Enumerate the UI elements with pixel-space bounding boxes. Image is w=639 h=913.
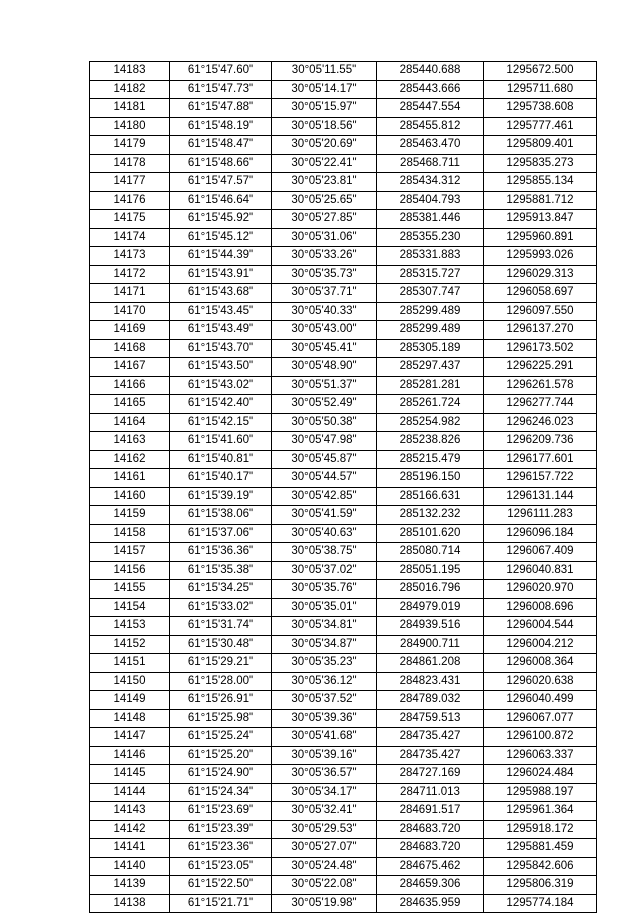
latitude-cell: 61°15'22.50" bbox=[170, 876, 272, 895]
longitude-cell: 30°05'29.53" bbox=[272, 820, 377, 839]
table-row bbox=[90, 691, 597, 710]
y-coordinate-cell: 1296040.499 bbox=[484, 691, 597, 710]
point-number-cell: 14156 bbox=[90, 561, 170, 580]
latitude-cell: 61°15'41.60" bbox=[170, 432, 272, 451]
latitude-cell: 61°15'28.00" bbox=[170, 672, 272, 691]
x-coordinate-cell: 284711.013 bbox=[377, 783, 484, 802]
y-coordinate-cell: 1296004.544 bbox=[484, 617, 597, 636]
x-coordinate-cell: 285447.554 bbox=[377, 99, 484, 118]
x-coordinate-cell: 285315.727 bbox=[377, 265, 484, 284]
x-coordinate-cell: 284635.959 bbox=[377, 894, 484, 913]
x-coordinate-cell: 285297.437 bbox=[377, 358, 484, 377]
y-coordinate-cell: 1296024.484 bbox=[484, 765, 597, 784]
x-coordinate-cell: 284900.711 bbox=[377, 635, 484, 654]
latitude-cell: 61°15'42.15" bbox=[170, 413, 272, 432]
y-coordinate-cell: 1295738.608 bbox=[484, 99, 597, 118]
y-coordinate-cell: 1296277.744 bbox=[484, 395, 597, 414]
point-number-cell: 14180 bbox=[90, 117, 170, 136]
latitude-cell: 61°15'45.92" bbox=[170, 210, 272, 229]
point-number-cell: 14164 bbox=[90, 413, 170, 432]
longitude-cell: 30°05'52.49" bbox=[272, 395, 377, 414]
table-row bbox=[90, 247, 597, 266]
longitude-cell: 30°05'41.68" bbox=[272, 728, 377, 747]
point-number-cell: 14167 bbox=[90, 358, 170, 377]
point-number-cell: 14147 bbox=[90, 728, 170, 747]
table-row bbox=[90, 80, 597, 99]
coordinate-table bbox=[89, 61, 597, 913]
point-number-cell: 14182 bbox=[90, 80, 170, 99]
y-coordinate-cell: 1295774.184 bbox=[484, 894, 597, 913]
table-row bbox=[90, 487, 597, 506]
table-row bbox=[90, 376, 597, 395]
latitude-cell: 61°15'36.36" bbox=[170, 543, 272, 562]
y-coordinate-cell: 1296173.502 bbox=[484, 339, 597, 358]
y-coordinate-cell: 1295711.680 bbox=[484, 80, 597, 99]
x-coordinate-cell: 285404.793 bbox=[377, 191, 484, 210]
longitude-cell: 30°05'50.38" bbox=[272, 413, 377, 432]
table-row bbox=[90, 543, 597, 562]
x-coordinate-cell: 284979.019 bbox=[377, 598, 484, 617]
y-coordinate-cell: 1296020.970 bbox=[484, 580, 597, 599]
table-row bbox=[90, 302, 597, 321]
point-number-cell: 14140 bbox=[90, 857, 170, 876]
point-number-cell: 14169 bbox=[90, 321, 170, 340]
x-coordinate-cell: 284861.208 bbox=[377, 654, 484, 673]
latitude-cell: 61°15'39.19" bbox=[170, 487, 272, 506]
longitude-cell: 30°05'34.81" bbox=[272, 617, 377, 636]
point-number-cell: 14143 bbox=[90, 802, 170, 821]
point-number-cell: 14148 bbox=[90, 709, 170, 728]
longitude-cell: 30°05'22.08" bbox=[272, 876, 377, 895]
latitude-cell: 61°15'38.06" bbox=[170, 506, 272, 525]
table-row bbox=[90, 210, 597, 229]
latitude-cell: 61°15'40.81" bbox=[170, 450, 272, 469]
latitude-cell: 61°15'33.02" bbox=[170, 598, 272, 617]
x-coordinate-cell: 285238.826 bbox=[377, 432, 484, 451]
table-row bbox=[90, 802, 597, 821]
longitude-cell: 30°05'27.07" bbox=[272, 839, 377, 858]
longitude-cell: 30°05'40.33" bbox=[272, 302, 377, 321]
longitude-cell: 30°05'36.12" bbox=[272, 672, 377, 691]
point-number-cell: 14178 bbox=[90, 154, 170, 173]
table-row bbox=[90, 820, 597, 839]
latitude-cell: 61°15'26.91" bbox=[170, 691, 272, 710]
point-number-cell: 14175 bbox=[90, 210, 170, 229]
x-coordinate-cell: 285215.479 bbox=[377, 450, 484, 469]
longitude-cell: 30°05'14.17" bbox=[272, 80, 377, 99]
y-coordinate-cell: 1296067.409 bbox=[484, 543, 597, 562]
table-row bbox=[90, 321, 597, 340]
x-coordinate-cell: 284759.513 bbox=[377, 709, 484, 728]
longitude-cell: 30°05'35.01" bbox=[272, 598, 377, 617]
table-row bbox=[90, 395, 597, 414]
table-row bbox=[90, 728, 597, 747]
point-number-cell: 14141 bbox=[90, 839, 170, 858]
y-coordinate-cell: 1295842.606 bbox=[484, 857, 597, 876]
table-row bbox=[90, 173, 597, 192]
y-coordinate-cell: 1296177.601 bbox=[484, 450, 597, 469]
y-coordinate-cell: 1296063.337 bbox=[484, 746, 597, 765]
table-row bbox=[90, 228, 597, 247]
latitude-cell: 61°15'23.36" bbox=[170, 839, 272, 858]
table-row bbox=[90, 136, 597, 155]
latitude-cell: 61°15'23.69" bbox=[170, 802, 272, 821]
longitude-cell: 30°05'39.16" bbox=[272, 746, 377, 765]
point-number-cell: 14152 bbox=[90, 635, 170, 654]
y-coordinate-cell: 1296097.550 bbox=[484, 302, 597, 321]
table-row bbox=[90, 339, 597, 358]
x-coordinate-cell: 285261.724 bbox=[377, 395, 484, 414]
longitude-cell: 30°05'39.36" bbox=[272, 709, 377, 728]
table-row bbox=[90, 284, 597, 303]
x-coordinate-cell: 284735.427 bbox=[377, 728, 484, 747]
longitude-cell: 30°05'25.65" bbox=[272, 191, 377, 210]
latitude-cell: 61°15'24.90" bbox=[170, 765, 272, 784]
latitude-cell: 61°15'47.57" bbox=[170, 173, 272, 192]
latitude-cell: 61°15'34.25" bbox=[170, 580, 272, 599]
table-row bbox=[90, 265, 597, 284]
y-coordinate-cell: 1295777.461 bbox=[484, 117, 597, 136]
coordinate-table-body bbox=[90, 62, 597, 913]
longitude-cell: 30°05'11.55" bbox=[272, 62, 377, 81]
point-number-cell: 14151 bbox=[90, 654, 170, 673]
y-coordinate-cell: 1296040.831 bbox=[484, 561, 597, 580]
table-row bbox=[90, 432, 597, 451]
latitude-cell: 61°15'48.19" bbox=[170, 117, 272, 136]
x-coordinate-cell: 285468.711 bbox=[377, 154, 484, 173]
latitude-cell: 61°15'25.20" bbox=[170, 746, 272, 765]
table-row bbox=[90, 635, 597, 654]
latitude-cell: 61°15'37.06" bbox=[170, 524, 272, 543]
point-number-cell: 14157 bbox=[90, 543, 170, 562]
x-coordinate-cell: 285443.666 bbox=[377, 80, 484, 99]
longitude-cell: 30°05'19.98" bbox=[272, 894, 377, 913]
x-coordinate-cell: 284823.431 bbox=[377, 672, 484, 691]
latitude-cell: 61°15'25.98" bbox=[170, 709, 272, 728]
table-row bbox=[90, 783, 597, 802]
latitude-cell: 61°15'47.60" bbox=[170, 62, 272, 81]
longitude-cell: 30°05'35.76" bbox=[272, 580, 377, 599]
longitude-cell: 30°05'27.85" bbox=[272, 210, 377, 229]
y-coordinate-cell: 1295809.401 bbox=[484, 136, 597, 155]
table-row bbox=[90, 876, 597, 895]
longitude-cell: 30°05'31.06" bbox=[272, 228, 377, 247]
y-coordinate-cell: 1296246.023 bbox=[484, 413, 597, 432]
x-coordinate-cell: 285254.982 bbox=[377, 413, 484, 432]
latitude-cell: 61°15'48.66" bbox=[170, 154, 272, 173]
longitude-cell: 30°05'22.41" bbox=[272, 154, 377, 173]
x-coordinate-cell: 285299.489 bbox=[377, 302, 484, 321]
x-coordinate-cell: 285381.446 bbox=[377, 210, 484, 229]
y-coordinate-cell: 1295960.891 bbox=[484, 228, 597, 247]
longitude-cell: 30°05'35.73" bbox=[272, 265, 377, 284]
longitude-cell: 30°05'37.02" bbox=[272, 561, 377, 580]
point-number-cell: 14149 bbox=[90, 691, 170, 710]
point-number-cell: 14138 bbox=[90, 894, 170, 913]
longitude-cell: 30°05'41.59" bbox=[272, 506, 377, 525]
y-coordinate-cell: 1296209.736 bbox=[484, 432, 597, 451]
longitude-cell: 30°05'33.26" bbox=[272, 247, 377, 266]
x-coordinate-cell: 284727.169 bbox=[377, 765, 484, 784]
longitude-cell: 30°05'34.87" bbox=[272, 635, 377, 654]
x-coordinate-cell: 285440.688 bbox=[377, 62, 484, 81]
longitude-cell: 30°05'38.75" bbox=[272, 543, 377, 562]
longitude-cell: 30°05'47.98" bbox=[272, 432, 377, 451]
x-coordinate-cell: 285463.470 bbox=[377, 136, 484, 155]
point-number-cell: 14162 bbox=[90, 450, 170, 469]
point-number-cell: 14144 bbox=[90, 783, 170, 802]
x-coordinate-cell: 285166.631 bbox=[377, 487, 484, 506]
y-coordinate-cell: 1296029.313 bbox=[484, 265, 597, 284]
y-coordinate-cell: 1296131.144 bbox=[484, 487, 597, 506]
y-coordinate-cell: 1295918.172 bbox=[484, 820, 597, 839]
point-number-cell: 14158 bbox=[90, 524, 170, 543]
latitude-cell: 61°15'29.21" bbox=[170, 654, 272, 673]
point-number-cell: 14139 bbox=[90, 876, 170, 895]
table-row bbox=[90, 894, 597, 913]
table-row bbox=[90, 99, 597, 118]
table-row bbox=[90, 654, 597, 673]
y-coordinate-cell: 1295913.847 bbox=[484, 210, 597, 229]
y-coordinate-cell: 1296008.696 bbox=[484, 598, 597, 617]
longitude-cell: 30°05'20.69" bbox=[272, 136, 377, 155]
latitude-cell: 61°15'43.02" bbox=[170, 376, 272, 395]
y-coordinate-cell: 1296111.283 bbox=[484, 506, 597, 525]
longitude-cell: 30°05'40.63" bbox=[272, 524, 377, 543]
table-row bbox=[90, 191, 597, 210]
latitude-cell: 61°15'23.39" bbox=[170, 820, 272, 839]
x-coordinate-cell: 285434.312 bbox=[377, 173, 484, 192]
table-row bbox=[90, 709, 597, 728]
x-coordinate-cell: 285132.232 bbox=[377, 506, 484, 525]
longitude-cell: 30°05'44.57" bbox=[272, 469, 377, 488]
y-coordinate-cell: 1295881.712 bbox=[484, 191, 597, 210]
x-coordinate-cell: 284659.306 bbox=[377, 876, 484, 895]
point-number-cell: 14163 bbox=[90, 432, 170, 451]
latitude-cell: 61°15'43.49" bbox=[170, 321, 272, 340]
coordinate-table-page bbox=[89, 61, 596, 913]
point-number-cell: 14168 bbox=[90, 339, 170, 358]
x-coordinate-cell: 284939.516 bbox=[377, 617, 484, 636]
longitude-cell: 30°05'51.37" bbox=[272, 376, 377, 395]
point-number-cell: 14173 bbox=[90, 247, 170, 266]
x-coordinate-cell: 285305.189 bbox=[377, 339, 484, 358]
y-coordinate-cell: 1296020.638 bbox=[484, 672, 597, 691]
longitude-cell: 30°05'23.81" bbox=[272, 173, 377, 192]
table-row bbox=[90, 765, 597, 784]
latitude-cell: 61°15'43.68" bbox=[170, 284, 272, 303]
latitude-cell: 61°15'43.70" bbox=[170, 339, 272, 358]
y-coordinate-cell: 1295855.134 bbox=[484, 173, 597, 192]
x-coordinate-cell: 285080.714 bbox=[377, 543, 484, 562]
table-row bbox=[90, 413, 597, 432]
table-row bbox=[90, 154, 597, 173]
y-coordinate-cell: 1296008.364 bbox=[484, 654, 597, 673]
point-number-cell: 14170 bbox=[90, 302, 170, 321]
latitude-cell: 61°15'42.40" bbox=[170, 395, 272, 414]
table-row bbox=[90, 580, 597, 599]
point-number-cell: 14176 bbox=[90, 191, 170, 210]
table-row bbox=[90, 524, 597, 543]
y-coordinate-cell: 1296137.270 bbox=[484, 321, 597, 340]
point-number-cell: 14172 bbox=[90, 265, 170, 284]
longitude-cell: 30°05'37.52" bbox=[272, 691, 377, 710]
y-coordinate-cell: 1296058.697 bbox=[484, 284, 597, 303]
table-row bbox=[90, 617, 597, 636]
point-number-cell: 14160 bbox=[90, 487, 170, 506]
longitude-cell: 30°05'48.90" bbox=[272, 358, 377, 377]
longitude-cell: 30°05'45.87" bbox=[272, 450, 377, 469]
y-coordinate-cell: 1296225.291 bbox=[484, 358, 597, 377]
point-number-cell: 14146 bbox=[90, 746, 170, 765]
point-number-cell: 14159 bbox=[90, 506, 170, 525]
x-coordinate-cell: 285455.812 bbox=[377, 117, 484, 136]
x-coordinate-cell: 285051.195 bbox=[377, 561, 484, 580]
longitude-cell: 30°05'24.48" bbox=[272, 857, 377, 876]
longitude-cell: 30°05'43.00" bbox=[272, 321, 377, 340]
x-coordinate-cell: 284683.720 bbox=[377, 820, 484, 839]
longitude-cell: 30°05'18.56" bbox=[272, 117, 377, 136]
latitude-cell: 61°15'43.45" bbox=[170, 302, 272, 321]
x-coordinate-cell: 285355.230 bbox=[377, 228, 484, 247]
x-coordinate-cell: 284789.032 bbox=[377, 691, 484, 710]
y-coordinate-cell: 1296261.578 bbox=[484, 376, 597, 395]
table-row bbox=[90, 62, 597, 81]
y-coordinate-cell: 1295672.500 bbox=[484, 62, 597, 81]
x-coordinate-cell: 285016.796 bbox=[377, 580, 484, 599]
latitude-cell: 61°15'48.47" bbox=[170, 136, 272, 155]
longitude-cell: 30°05'35.23" bbox=[272, 654, 377, 673]
y-coordinate-cell: 1296096.184 bbox=[484, 524, 597, 543]
point-number-cell: 14177 bbox=[90, 173, 170, 192]
latitude-cell: 61°15'40.17" bbox=[170, 469, 272, 488]
latitude-cell: 61°15'35.38" bbox=[170, 561, 272, 580]
point-number-cell: 14161 bbox=[90, 469, 170, 488]
table-row bbox=[90, 746, 597, 765]
table-row bbox=[90, 117, 597, 136]
point-number-cell: 14165 bbox=[90, 395, 170, 414]
table-row bbox=[90, 857, 597, 876]
point-number-cell: 14145 bbox=[90, 765, 170, 784]
y-coordinate-cell: 1295988.197 bbox=[484, 783, 597, 802]
point-number-cell: 14142 bbox=[90, 820, 170, 839]
x-coordinate-cell: 284691.517 bbox=[377, 802, 484, 821]
latitude-cell: 61°15'21.71" bbox=[170, 894, 272, 913]
latitude-cell: 61°15'45.12" bbox=[170, 228, 272, 247]
point-number-cell: 14183 bbox=[90, 62, 170, 81]
point-number-cell: 14174 bbox=[90, 228, 170, 247]
table-row bbox=[90, 839, 597, 858]
latitude-cell: 61°15'43.50" bbox=[170, 358, 272, 377]
x-coordinate-cell: 284683.720 bbox=[377, 839, 484, 858]
x-coordinate-cell: 284735.427 bbox=[377, 746, 484, 765]
longitude-cell: 30°05'42.85" bbox=[272, 487, 377, 506]
latitude-cell: 61°15'30.48" bbox=[170, 635, 272, 654]
x-coordinate-cell: 285281.281 bbox=[377, 376, 484, 395]
x-coordinate-cell: 285101.620 bbox=[377, 524, 484, 543]
x-coordinate-cell: 284675.462 bbox=[377, 857, 484, 876]
y-coordinate-cell: 1296157.722 bbox=[484, 469, 597, 488]
point-number-cell: 14179 bbox=[90, 136, 170, 155]
latitude-cell: 61°15'24.34" bbox=[170, 783, 272, 802]
x-coordinate-cell: 285307.747 bbox=[377, 284, 484, 303]
point-number-cell: 14153 bbox=[90, 617, 170, 636]
x-coordinate-cell: 285299.489 bbox=[377, 321, 484, 340]
point-number-cell: 14155 bbox=[90, 580, 170, 599]
latitude-cell: 61°15'44.39" bbox=[170, 247, 272, 266]
table-row bbox=[90, 506, 597, 525]
longitude-cell: 30°05'34.17" bbox=[272, 783, 377, 802]
table-row bbox=[90, 598, 597, 617]
longitude-cell: 30°05'37.71" bbox=[272, 284, 377, 303]
longitude-cell: 30°05'36.57" bbox=[272, 765, 377, 784]
table-row bbox=[90, 561, 597, 580]
table-row bbox=[90, 450, 597, 469]
table-row bbox=[90, 358, 597, 377]
y-coordinate-cell: 1295881.459 bbox=[484, 839, 597, 858]
y-coordinate-cell: 1296004.212 bbox=[484, 635, 597, 654]
point-number-cell: 14171 bbox=[90, 284, 170, 303]
latitude-cell: 61°15'31.74" bbox=[170, 617, 272, 636]
point-number-cell: 14181 bbox=[90, 99, 170, 118]
latitude-cell: 61°15'47.88" bbox=[170, 99, 272, 118]
y-coordinate-cell: 1296100.872 bbox=[484, 728, 597, 747]
y-coordinate-cell: 1295961.364 bbox=[484, 802, 597, 821]
latitude-cell: 61°15'43.91" bbox=[170, 265, 272, 284]
x-coordinate-cell: 285196.150 bbox=[377, 469, 484, 488]
latitude-cell: 61°15'46.64" bbox=[170, 191, 272, 210]
y-coordinate-cell: 1295806.319 bbox=[484, 876, 597, 895]
latitude-cell: 61°15'47.73" bbox=[170, 80, 272, 99]
longitude-cell: 30°05'15.97" bbox=[272, 99, 377, 118]
point-number-cell: 14154 bbox=[90, 598, 170, 617]
y-coordinate-cell: 1295835.273 bbox=[484, 154, 597, 173]
x-coordinate-cell: 285331.883 bbox=[377, 247, 484, 266]
y-coordinate-cell: 1295993.026 bbox=[484, 247, 597, 266]
latitude-cell: 61°15'25.24" bbox=[170, 728, 272, 747]
table-row bbox=[90, 672, 597, 691]
point-number-cell: 14150 bbox=[90, 672, 170, 691]
table-row bbox=[90, 469, 597, 488]
latitude-cell: 61°15'23.05" bbox=[170, 857, 272, 876]
y-coordinate-cell: 1296067.077 bbox=[484, 709, 597, 728]
longitude-cell: 30°05'45.41" bbox=[272, 339, 377, 358]
point-number-cell: 14166 bbox=[90, 376, 170, 395]
longitude-cell: 30°05'32.41" bbox=[272, 802, 377, 821]
